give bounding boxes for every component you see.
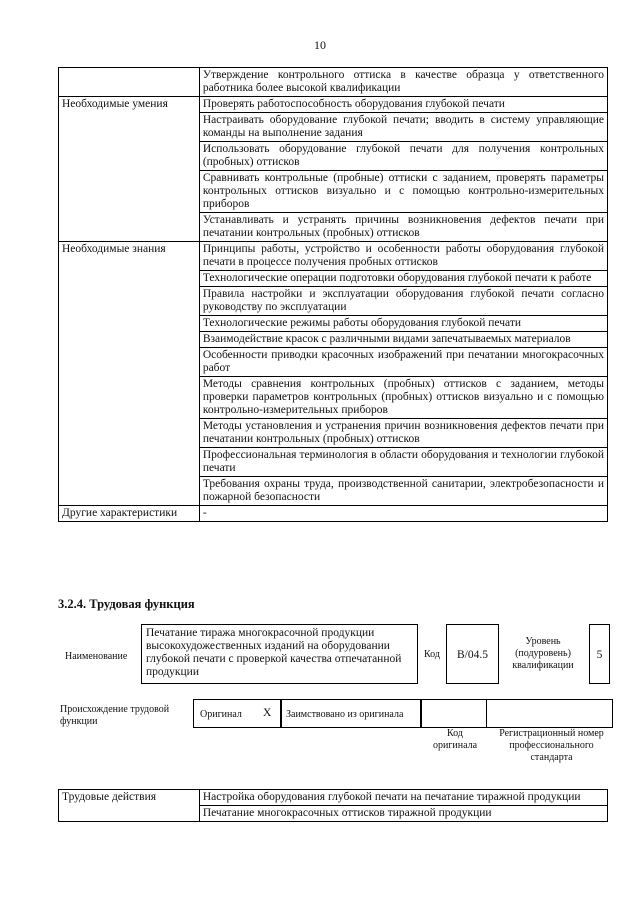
- table-cell: Утверждение контрольного оттиска в качестве образца у ответственного работника более высокой квалификации: [199, 68, 607, 97]
- row-label: Необходимые умения: [59, 97, 200, 242]
- table-cell: Проверять работоспособность оборудования глубокой печати: [199, 97, 607, 113]
- competency-table: [58, 67, 608, 522]
- table-cell: Печатание многокрасочных оттисков тиражной продукции: [199, 806, 607, 822]
- table-cell: -: [199, 506, 607, 522]
- table-cell: Настраивать оборудование глубокой печати; вводить в систему управляющие команды на выполнение задания: [199, 113, 607, 142]
- function-name: Печатание тиража многокрасочной продукции высокохудожественных изданий на оборудовании глубокой печати с проверкой качества отпечатанной продукции: [141, 624, 418, 684]
- table-cell: Взаимодействие красок с различными видами запечатываемых материалов: [199, 332, 607, 348]
- table-cell: Требования охраны труда, производственной санитарии, электробезопасности и пожарной безопасности: [199, 477, 607, 506]
- row-label: Необходимые знания: [59, 242, 200, 506]
- original-label: Оригинал: [200, 709, 242, 720]
- name-label: Наименование: [65, 651, 128, 662]
- code-original-cell: [421, 699, 487, 728]
- row-label: Другие характеристики: [59, 506, 200, 522]
- table-cell: Технологические операции подготовки оборудования глубокой печати к работе: [199, 271, 607, 287]
- table-cell: Методы сравнения контрольных (пробных) оттисков с заданием, методы проверки параметров контрольных (пробных) оттисков визуально и с помощью контрольно-измерительных приборов: [199, 377, 607, 419]
- table-cell: Устанавливать и устранять причины возникновения дефектов печати при печатании контрольных (пробных) оттисков: [199, 213, 607, 242]
- table-cell: Настройка оборудования глубокой печати на печатание тиражной продукции: [199, 790, 607, 806]
- level-label: Уровень (подуровень) квалификации: [512, 636, 574, 671]
- section-title: 3.2.4. Трудовая функция: [58, 597, 195, 611]
- labor-actions-table: [58, 789, 608, 822]
- code-original-caption: Код оригинала: [432, 728, 478, 751]
- row-label: [59, 68, 200, 97]
- table-row: [59, 97, 608, 113]
- table-row: [59, 242, 608, 271]
- table-cell: Правила настройки и эксплуатации оборудования глубокой печати согласно руководству по эксплуатации: [199, 287, 607, 316]
- table-row: [59, 68, 608, 97]
- row-label: Трудовые действия: [59, 790, 200, 822]
- code-value: В/04.5: [446, 624, 499, 684]
- table-row: [59, 506, 608, 522]
- table-cell: Использовать оборудование глубокой печати для получения контрольных (пробных) оттисков: [199, 142, 607, 171]
- code-label: Код: [424, 649, 440, 660]
- table-cell: Методы установления и устранения причин возникновения дефектов печати при печатании контрольных (пробных) оттисков: [199, 419, 607, 448]
- registration-caption: Регистрационный номер профессионального стандарта: [499, 728, 604, 763]
- original-mark: X: [263, 707, 272, 719]
- table-cell: Сравнивать контрольные (пробные) оттиски с заданием, проверять параметры контрольных оттисков визуально и с помощью контрольно-измерительных приборов: [199, 171, 607, 213]
- table-cell: Особенности приводки красочных изображений при печатании многокрасочных работ: [199, 348, 607, 377]
- origin-label: Происхождение трудовой функции: [60, 704, 170, 727]
- table-cell: Профессиональная терминология в области оборудования и технологии глубокой печати: [199, 448, 607, 477]
- borrowed-label: Заимствовано из оригинала: [286, 709, 404, 720]
- level-value: 5: [589, 624, 610, 684]
- table-cell: Технологические режимы работы оборудования глубокой печати: [199, 316, 607, 332]
- table-row: [59, 790, 608, 806]
- table-cell: Принципы работы, устройство и особенности работы оборудования глубокой печати в процессе получения пробных оттисков: [199, 242, 607, 271]
- page-number: 10: [314, 38, 326, 52]
